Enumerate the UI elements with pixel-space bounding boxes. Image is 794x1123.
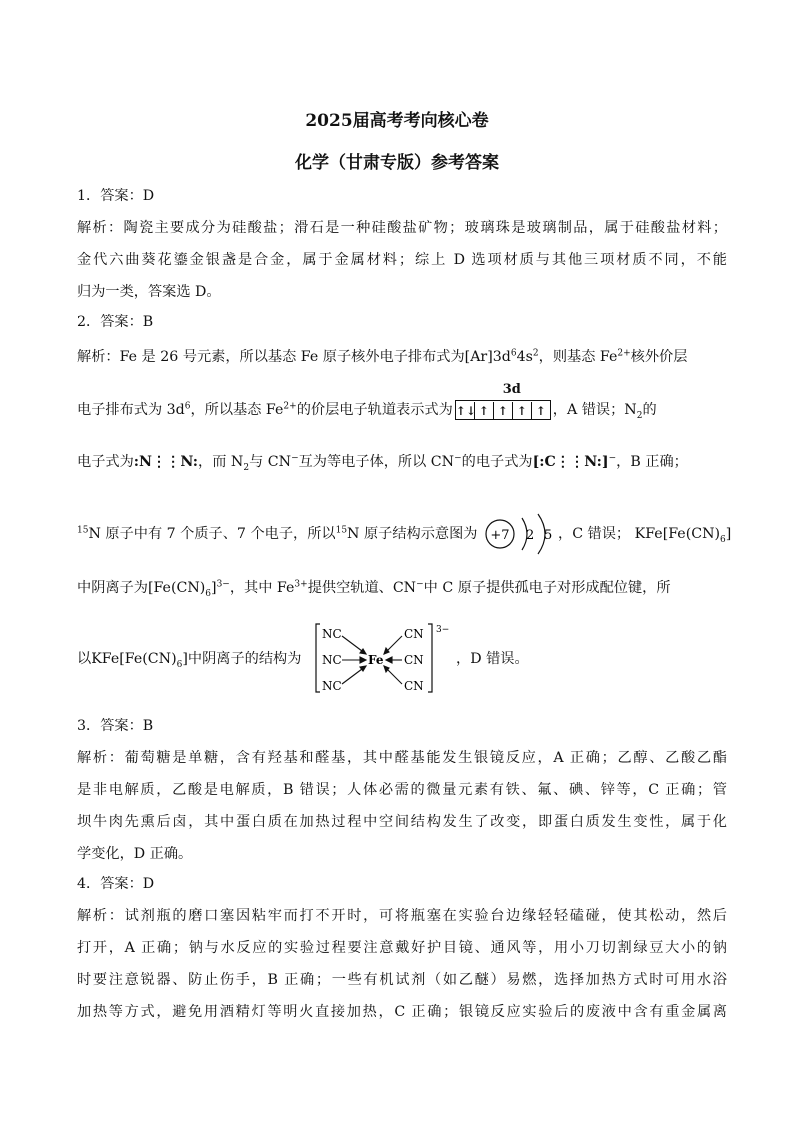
q4-answer: 4．答案：D	[77, 876, 155, 892]
atom-structure-diagram	[482, 512, 558, 556]
arrow-head	[360, 657, 366, 663]
q1-explanation-line-3: 归为一类，答案选 D。	[77, 284, 221, 300]
orbital-box: ↑	[475, 402, 494, 420]
n2-electron-formula: :N⋮⋮N:	[133, 454, 199, 470]
shell-2-count: 5	[544, 528, 553, 543]
ligand-cn-middle: CN	[404, 653, 424, 667]
q3-explanation-line-3: 坝牛肉先熏后卤，其中蛋白质在加热过程中空间结构发生了改变，即蛋白质发生变性，属于化	[77, 814, 727, 830]
q2-explanation-line-4: $^{15}$N 原子中有 7 个质子、7 个电子，所以$^{15}$N 原子结构示意图为 +7 2 5 ，C 错误； $KFe[Fe(CN)_6]$	[77, 512, 727, 556]
ligand-cn-top: CN	[404, 627, 424, 641]
complex-charge: 3−	[436, 625, 450, 635]
ligand-nc-bottom: NC	[322, 679, 342, 693]
q4-explanation-line-2: 打开，A 正确；钠与水反应的实验过程要注意戴好护目镜、通风等，用小刀切割绿豆大小的钠	[77, 940, 727, 956]
q3-explanation-line-2: 是非电解质，乙酸是电解质，B 错误；人体必需的微量元素有铁、氟、碘、锌等，C 正确；管	[77, 782, 727, 798]
cn-electron-formula: [:C⋮⋮N:]	[532, 454, 609, 470]
q2-explanation-line-1: 解析：Fe 是 26 号元素，所以基态 Fe 原子核外电子排布式为$[Ar]3d^64s^2$，则基态 $Fe^{2+}$核外价层	[77, 348, 688, 365]
right-bracket	[428, 624, 432, 692]
q3-explanation-line-1: 解析：葡萄糖是单糖，含有羟基和醛基，其中醛基能发生银镜反应，A 正确；乙醇、乙酸乙酯	[77, 750, 727, 766]
left-bracket	[316, 624, 320, 692]
document-subtitle: 化学（甘肃专版）参考答案	[295, 153, 499, 173]
arrow-head	[386, 657, 392, 663]
arrow-head	[384, 666, 389, 672]
q2-explanation-line-6-end: ，D 错误。	[456, 651, 529, 667]
q3-explanation-line-4: 学变化，D 正确。	[77, 846, 193, 862]
q2-explanation-line-5: 中阴离子为$[Fe(CN)_6]^{3-}$，其中 $Fe^{3+}$提供空轨道、CN−中 C 原子提供孤电子对形成配位键，所	[77, 579, 671, 599]
ligand-nc-top: NC	[322, 627, 342, 641]
q4-explanation-line-4: 加热等方式，避免用酒精灯等明火直接加热，C 正确；银镜反应实验后的废液中含有重金属离	[77, 1004, 727, 1020]
orbital-box: ↑	[513, 402, 532, 420]
q2-explanation-line-2: 电子排布式为 $3d^6$，所以基态 $Fe^{2+}$的价层电子轨道表示式为 3d ↑↓ ↑ ↑ ↑ ↑ ，A 错误；$N_2$的	[77, 382, 657, 421]
q2-explanation-line-6: 以$KFe[Fe(CN)_6]$中阴离子的结构为	[77, 651, 302, 670]
arrow-head	[384, 648, 389, 654]
orbital-boxes	[455, 400, 551, 420]
q4-explanation-line-3: 时要注意锐器、防止伤手，B 正确；一些有机试剂（如乙醚）易燃，选择加热方式时可用水浴	[77, 972, 727, 988]
q2-explanation-line-3: 电子式为:N⋮⋮N:，而 $N_2$与 CN−互为等电子体，所以 CN−的电子式为[:C⋮⋮N:]−，B 正确；	[77, 453, 688, 473]
q1-explanation-line-1: 解析：陶瓷主要成分为硅酸盐；滑石是一种硅酸盐矿物；玻璃珠是玻璃制品，属于硅酸盐材料；	[77, 220, 727, 236]
orbital-box: ↑	[494, 402, 513, 420]
q4-explanation-line-1: 解析：试剂瓶的磨口塞因粘牢而打不开时，可将瓶塞在实验台边缘轻轻磕碰，使其松动，然后	[77, 908, 727, 924]
nucleus-charge: +7	[490, 528, 510, 543]
ligand-cn-bottom: CN	[404, 679, 424, 693]
ligand-nc-middle: NC	[322, 653, 342, 667]
complex-ion-structure	[314, 622, 450, 694]
orbital-box: ↑↓	[455, 404, 476, 418]
q3-answer: 3．答案：B	[77, 718, 154, 734]
shell-1-count: 2	[526, 528, 535, 543]
q1-explanation-line-2: 金代六曲葵花鎏金银盏是合金，属于金属材料；综上 D 选项材质与其他三项材质不同，不能	[77, 252, 727, 268]
orbital-box: ↑	[535, 404, 546, 418]
orbital-label: 3d	[502, 382, 521, 397]
q1-answer: 1．答案：D	[77, 188, 155, 204]
orbital-diagram	[453, 382, 553, 420]
center-atom-fe: Fe	[368, 653, 384, 667]
q2-answer: 2．答案：B	[77, 314, 154, 330]
document-title: 2025届高考考向核心卷	[305, 111, 489, 131]
